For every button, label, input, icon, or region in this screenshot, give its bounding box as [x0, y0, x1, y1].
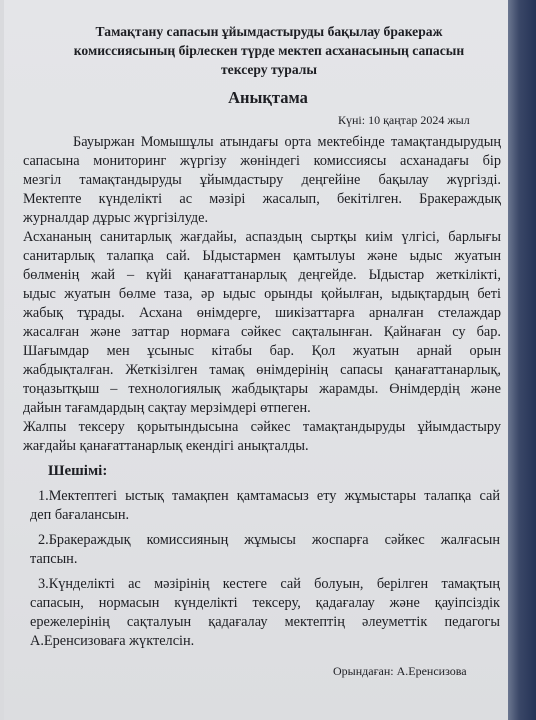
- resolution-line: деп бағалансын.: [30, 507, 130, 523]
- body-line: Асхананың санитарлық жағдайы, аспаздың сыртқы киім үлгісі, барлығы: [23, 229, 501, 245]
- document-date: Күні: 10 қаңтар 2024 жыл: [338, 113, 470, 127]
- body-line: Жалпы тексеру қорытындысына сәйкес тамақтандыруды ұйымдастыру: [23, 419, 501, 435]
- resolution-line: А.Еренсизоваға жүктелсін.: [30, 633, 195, 649]
- document-heading: Анықтама: [228, 88, 308, 107]
- body-line: мезгіл тамақтандыруды ұйымдастыру деңгейіне бақылау жүргізді.: [23, 172, 501, 188]
- resolution-line: 3.Күнделікті ас мәзірінің кестеге сай болуын, берілген тамақтың: [38, 576, 500, 592]
- body-line: Шағымдар мен ұсыныс кітабы бар. Қол жуатын арнай орын: [23, 343, 501, 359]
- resolution-line: 2.Бракераждық комиссияның жұмысы жоспарға сәйкес жалғасын: [38, 532, 500, 548]
- body-line: бөлменің жай – күйі қанағаттанарлық деңгейде. Ыдыстар жеткілікті,: [23, 267, 501, 283]
- body-line: Мектепте күнделікті ас мәзірі жасалып, бекітілген. Бракераждық: [23, 191, 501, 207]
- solution-heading: Шешімі:: [48, 463, 108, 479]
- document-title-line-3: тексеру туралы: [220, 62, 318, 77]
- resolution-line: сапасын, нормасын күнделікті тексеру, қадағалау және қауіпсіздік: [30, 595, 500, 611]
- document-title-line-2: комиссиясының бірлескен түрде мектеп асханасының сапасын: [73, 43, 465, 58]
- page-edge-background: [508, 0, 536, 720]
- body-line: жабдықталған. Жеткізілген тамақ өнімдерінің сапасы қанағаттанарлық,: [23, 362, 501, 378]
- body-line: санитарлық талапқа сай. Ыдыстармен қамтылуы және ыдыс жуатын: [23, 248, 501, 264]
- body-line: Бауыржан Момышұлы атындағы орта мектебінде тамақтандырудың: [73, 134, 501, 150]
- resolution-line: тапсын.: [30, 551, 78, 567]
- body-line: ыдыс жуатын бөлме таза, әр ыдыс орынды қойылған, ыдықтардың беті: [23, 286, 501, 302]
- document-title-line-1: Тамақтану сапасын ұйымдастыруды бақылау бракераж: [95, 24, 443, 39]
- body-line: жабық тұрады. Асхана өнімдерге, шикізаттарға арналған стелаждар: [23, 305, 501, 321]
- resolution-line: 1.Мектептегі ыстық тамақпен қамтамасыз ету жұмыстары талапқа сай: [38, 488, 500, 504]
- resolution-line: ережелерінің сақталуын қадағалау мектептің әлеуметтік педагогы: [30, 614, 500, 630]
- signature: Орындаған: А.Еренсизова: [333, 664, 467, 678]
- body-line: тоңазытқыш – технологиялық жабдықтары жарамды. Өнімдердің және: [23, 381, 501, 397]
- body-line: дайын тағамдардың сақтау мерзімдері өтпеген.: [23, 400, 311, 416]
- body-line: жағдайы қанағаттанарлық екендігі анықталды.: [23, 438, 309, 454]
- body-line: журналдар дұрыс жүргізілуде.: [23, 210, 209, 226]
- body-line: сапасына мониторинг жүргізу жөніндегі комиссиясы асханадағы бір: [23, 153, 501, 169]
- body-line: жасалған және заттар нормаға сәйкес сақталынған. Қайнаған су бар.: [23, 324, 501, 340]
